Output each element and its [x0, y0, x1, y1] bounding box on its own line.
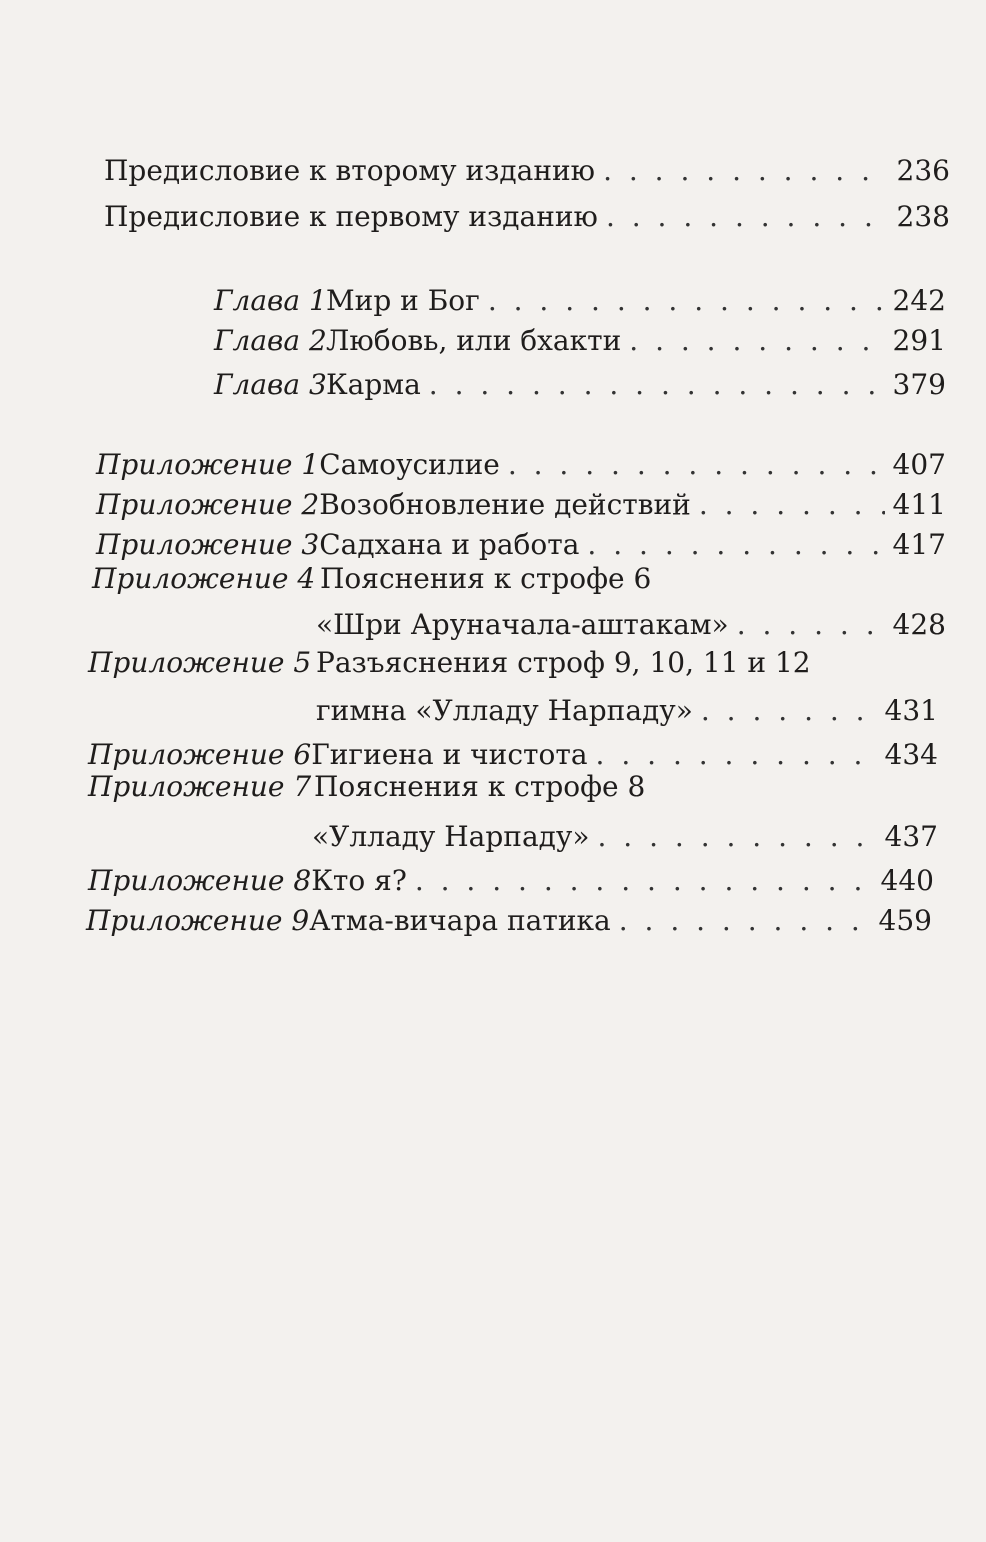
dot-leader: [603, 154, 888, 188]
toc-entry-appendix-9[interactable]: [86, 892, 932, 938]
toc-entry-title: Любовь, или бхакти: [326, 324, 622, 357]
dot-leader: [429, 368, 885, 402]
toc-entry-title: Предисловие к второму изданию: [104, 154, 596, 187]
toc-entry-title-line-1: Пояснения к строфе 8: [314, 770, 646, 803]
toc-entry-label: Приложение 2: [96, 488, 320, 521]
toc-entry-preface-second[interactable]: [104, 142, 950, 188]
toc-entry-page: 242: [892, 284, 946, 317]
toc-entry-page: 434: [884, 738, 938, 771]
toc-entry-page: 407: [892, 448, 946, 481]
toc-entry-title: Гигиена и чистота: [311, 738, 588, 771]
toc-entry-title-line-1: Пояснения к строфе 6: [320, 562, 652, 595]
toc-entry-title: Самоусилие: [319, 448, 500, 481]
toc-entry-title: Атма-вичара патика: [309, 904, 611, 937]
toc-entry-title: Садхана и работа: [319, 528, 580, 561]
toc-entry-label: Глава 3: [214, 368, 327, 401]
dot-leader: [596, 738, 877, 772]
toc-entry-label: Приложение 1: [96, 448, 320, 481]
toc-entry-appendix-3[interactable]: [96, 516, 946, 562]
toc-entry-title-line-2: «Шри Аруначала-аштакам»: [316, 608, 729, 641]
toc-entry-title-line-2: гимна «Улладу Нарпаду»: [316, 694, 693, 727]
toc-entry-title: Возобновление действий: [319, 488, 691, 521]
toc-entry-title: Мир и Бог: [326, 284, 480, 317]
toc-entry-label-appendix-7: Приложение 7: [88, 770, 312, 803]
toc-entry-page: 411: [892, 488, 946, 521]
toc-entry-title-line-1: Разъяснения строф 9, 10, 11 и 12: [316, 646, 811, 679]
toc-entry-chapter-2[interactable]: [214, 312, 946, 358]
toc-entry-page: 238: [896, 200, 950, 233]
toc-entry-label: Глава 1: [214, 284, 327, 317]
toc-entry-page: 440: [880, 864, 934, 897]
toc-entry-page: 459: [878, 904, 932, 937]
toc-entry-page: 431: [884, 694, 938, 727]
toc-entry-label: Приложение 3: [96, 528, 320, 561]
dot-leader: [606, 200, 889, 234]
toc-entry-label: Приложение 9: [86, 904, 310, 937]
toc-entry-page: 428: [892, 608, 946, 641]
toc-entry-label: Глава 2: [214, 324, 327, 357]
toc-entry-title-line-2: «Улладу Нарпаду»: [312, 820, 590, 853]
toc-entry-page: 417: [892, 528, 946, 561]
toc-entry-page: 291: [892, 324, 946, 357]
toc-entry-page: 379: [892, 368, 946, 401]
toc-entry-preface-first[interactable]: [104, 188, 950, 234]
dot-leader: [737, 608, 885, 642]
toc-entry-label-appendix-4: Приложение 4: [92, 562, 316, 595]
toc-entry-appendix-4[interactable]: [316, 596, 946, 642]
toc-entry-page: 236: [896, 154, 950, 187]
dot-leader: [587, 528, 884, 562]
toc-entry-chapter-3[interactable]: [214, 356, 946, 402]
toc-entry-title: Кто я?: [311, 864, 407, 897]
toc-entry-label-appendix-5: Приложение 5: [88, 646, 312, 679]
dot-leader: [629, 324, 884, 358]
toc-entry-appendix-7[interactable]: [312, 808, 938, 854]
toc-entry-title: Карма: [326, 368, 421, 401]
toc-entry-appendix-6[interactable]: [88, 726, 938, 772]
toc-entry-page: 437: [884, 820, 938, 853]
toc-entry-label: Приложение 6: [88, 738, 312, 771]
toc-entry-appendix-5[interactable]: [316, 682, 938, 728]
dot-leader: [619, 904, 871, 938]
toc-entry-label: Приложение 8: [88, 864, 312, 897]
dot-leader: [597, 820, 876, 854]
toc-entry-title: Предисловие к первому изданию: [104, 200, 598, 233]
dot-leader: [701, 694, 877, 728]
